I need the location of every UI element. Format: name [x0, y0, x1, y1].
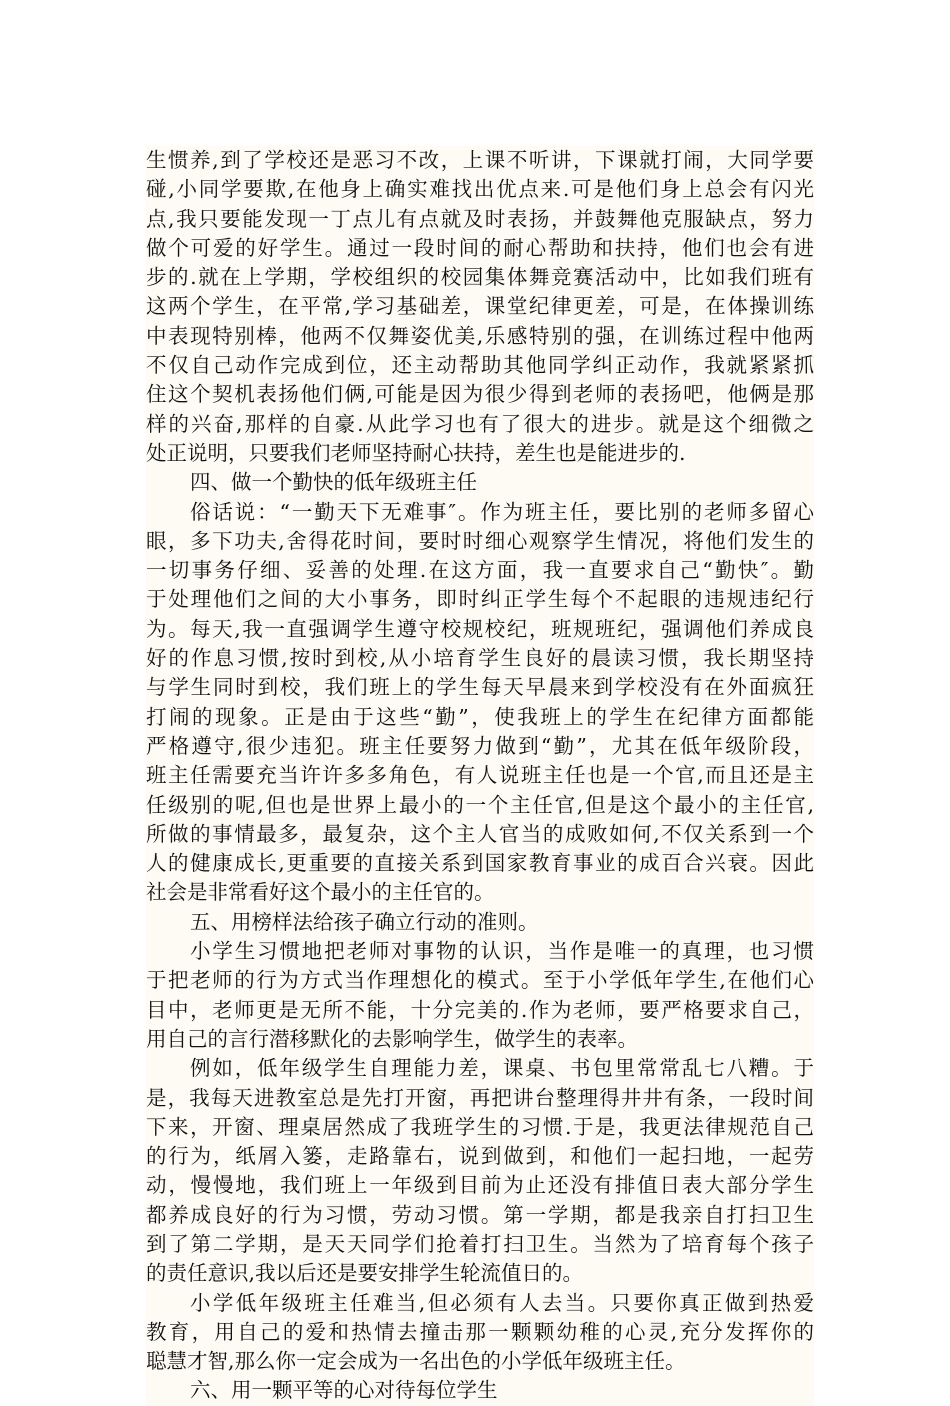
text-line: 步的.就在上学期，学校组织的校园集体舞竞赛活动中，比如我们班有 [146, 265, 814, 290]
text-line: 俗话说：“一勤天下无难事″。作为班主任，要比别的老师多留心 [190, 499, 814, 524]
text-line: 于处理他们之间的大小事务，即时纠正学生每个不起眼的违规违纪行 [146, 587, 814, 612]
text-line: 一切事务仔细、妥善的处理.在这方面，我一直要求自己“勤快″。勤 [146, 558, 814, 583]
text-line: 处正说明，只要我们老师坚持耐心扶持，差生也是能进步的. [146, 440, 686, 465]
text-line: 教育，用自己的爱和热情去撞击那一颗颗幼稚的心灵,充分发挥你的 [146, 1319, 814, 1344]
text-line: 样的兴奋,那样的自豪.从此学习也有了很大的进步。就是这个细微之 [146, 411, 814, 436]
text-line: 都养成良好的行为习惯，劳动习惯。第一学期，都是我亲自打扫卫生 [146, 1202, 814, 1227]
section-heading: 五、用榜样法给孩子确立行动的准则。 [190, 909, 539, 934]
text-line: 不仅自己动作完成到位，还主动帮助其他同学纠正动作，我就紧紧抓 [146, 353, 814, 378]
text-line: 中表现特别棒，他两不仅舞姿优美,乐感特别的强，在训练过程中他两 [146, 323, 814, 348]
text-line: 眼，多下功夫,舍得花时间，要时时细心观察学生情况，将他们发生的 [146, 528, 814, 553]
section-heading: 四、做一个勤快的低年级班主任 [190, 470, 477, 495]
text-line: 小学低年级班主任难当,但必须有人去当。只要你真正做到热爱 [190, 1290, 814, 1315]
text-line: 小学生习惯地把老师对事物的认识，当作是唯一的真理，也习惯 [190, 939, 814, 964]
text-line: 任级别的呢,但也是世界上最小的一个主任官,但是这个最小的主任官, [146, 792, 814, 817]
text-line: 住这个契机表扬他们俩,可能是因为很少得到老师的表扬吧，他俩是那 [146, 382, 814, 407]
text-line: 生惯养,到了学校还是恶习不改，上课不听讲，下课就打闹，大同学要 [146, 148, 814, 172]
text-line: 点,我只要能发现一丁点儿有点就及时表扬，并鼓舞他克服缺点，努力 [146, 206, 814, 231]
text-line: 例如，低年级学生自理能力差，课桌、书包里常常乱七八糟。于 [190, 1056, 814, 1081]
text-line: 用自己的言行潜移默化的去影响学生，做学生的表率。 [146, 1026, 638, 1051]
text-line: 人的健康成长,更重要的直接关系到国家教育事业的成百合兴衰。因此 [146, 851, 814, 876]
text-line: 班主任需要充当许许多多角色，有人说班主任也是一个官,而且还是主 [146, 763, 814, 788]
text-line: 到了第二学期，是天天同学们抢着打扫卫生。当然为了培育每个孩子 [146, 1231, 814, 1256]
text-line: 碰,小同学要欺,在他身上确实难找出优点来.可是他们身上总会有闪光 [146, 177, 814, 202]
text-line: 为。每天,我一直强调学生遵守校规校纪，班规班纪，强调他们养成良 [146, 616, 814, 641]
section-heading: 六、用一颗平等的心对待每位学生 [190, 1378, 498, 1403]
text-line: 做个可爱的好学生。通过一段时间的耐心帮助和扶持，他们也会有进 [146, 235, 814, 260]
text-line: 下来，开窗、理桌居然成了我班学生的习惯.于是，我更法律规范自己 [146, 1114, 814, 1139]
text-line: 社会是非常看好这个最小的主任官的。 [146, 880, 495, 905]
text-line: 好的作息习惯,按时到校,从小培育学生良好的晨读习惯，我长期坚持 [146, 646, 814, 671]
body-text [146, 146, 814, 1406]
text-line: 的责任意识,我以后还是要安排学生轮流值日的。 [146, 1261, 584, 1286]
text-line: 这两个学生，在平常,学习基础差，课堂纪律更差，可是，在体操训练 [146, 294, 814, 319]
text-line: 严格遵守,很少违犯。班主任要努力做到“勤”，尤其在低年级阶段， [146, 733, 814, 758]
text-line: 聪慧才智,那么你一定会成为一名出色的小学低年级班主任。 [146, 1349, 686, 1374]
text-line: 动，慢慢地，我们班上一年级到目前为止还没有排值日表大部分学生 [146, 1173, 814, 1198]
text-line: 打闹的现象。正是由于这些“勤”，使我班上的学生在纪律方面都能 [146, 704, 814, 729]
text-line: 是，我每天进教室总是先打开窗，再把讲台整理得井井有条，一段时间 [146, 1085, 814, 1110]
text-line: 所做的事情最多，最复杂，这个主人官当的成败如何,不仅关系到一个 [146, 821, 814, 846]
text-line: 与学生同时到校，我们班上的学生每天早晨来到学校没有在外面疯狂 [146, 675, 814, 700]
text-line: 于把老师的行为方式当作理想化的模式。至于小学低年学生,在他们心 [146, 968, 814, 993]
text-line: 的行为，纸屑入篓，走路靠右，说到做到，和他们一起扫地，一起劳 [146, 1144, 814, 1169]
text-line: 目中，老师更是无所不能，十分完美的.作为老师，要严格要求自己， [146, 997, 814, 1022]
